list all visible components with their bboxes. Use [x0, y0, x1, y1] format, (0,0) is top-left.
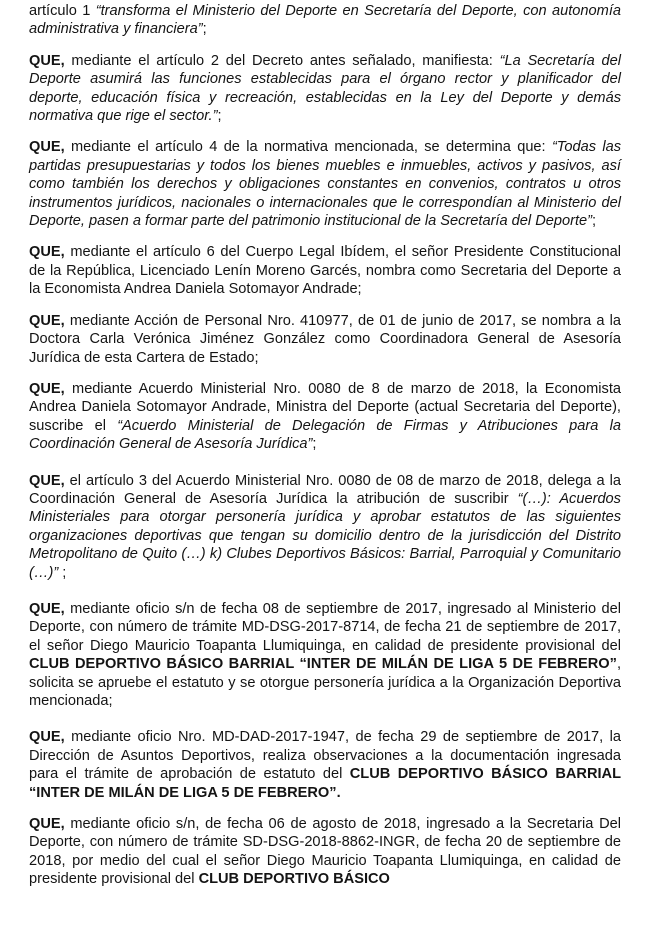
body-text: ;: [202, 21, 207, 38]
body-text: el artículo 3 del Acuerdo Ministerial Nro. 0080 de 08 de marzo de 2018, delega a la Coordinación General de Asesoría Jurídica la atribución de suscribir: [29, 472, 621, 507]
bold-text: QUE,: [29, 600, 65, 617]
body-text: mediante el artículo 4 de la normativa mencionada, se determina que:: [64, 139, 552, 156]
quoted-text: “transforma el Ministerio del Deporte en Secretaría del Deporte, con autonomía administrativa y financiera”: [29, 3, 621, 38]
paragraph-articulo-6: [29, 243, 621, 298]
body-text: mediante oficio Nro. MD-DAD-2017-1947, de fecha 29 de septiembre de 2017, la Dirección de Asuntos Deportivos, realiza observaciones a la documentación ingresada para el trámite de aprobación de estatuto del: [29, 729, 621, 783]
bold-text: QUE,: [29, 244, 65, 261]
quoted-text: “Acuerdo Ministerial de Delegación de Firmas y Atribuciones para la Coordinación General de Asesoría Jurídica”: [29, 417, 621, 453]
body-text: ;: [591, 213, 597, 230]
body-text: mediante Acción de Personal Nro. 410977, de 01 de junio de 2017, se nombra a la Doctora Carla Verónica Jiménez González como Coordinadora General de Asesoría Jurídica de esta Cartera de Estado;: [29, 312, 621, 366]
quoted-text: “(…): Acuerdos Ministeriales para otorgar personería jurídica y aprobar estatutos de las siguientes organizaciones deportivas que tengan su domicilio dentro de la jurisdicción del Distrito Metropolitano de Quito (…) k) Clubes Deportivos Básicos: Barrial, Parroquial y Comunitario (…)”: [29, 490, 621, 581]
body-text: artículo 1: [29, 3, 96, 19]
body-text: mediante oficio s/n de fecha 08 de septiembre de 2017, ingresado al Ministerio del Deporte, con número de trámite MD-DSG-2017-8714, de fecha 21 de septiembre de 2017, el señor Diego Mauricio Toapanta Llumiquinga, en calidad de presidente provisional del: [29, 600, 621, 654]
bold-text: CLUB DEPORTIVO BÁSICO BARRIAL “INTER DE MILÁN DE LIGA 5 DE FEBRERO”.: [29, 766, 621, 801]
bold-text: QUE,: [29, 52, 65, 69]
paragraph-articulo-4: [29, 138, 621, 230]
body-text: mediante el artículo 6 del Cuerpo Legal Ibídem, el señor Presidente Constitucional de la República, Licenciado Lenín Moreno Garcés, nombra como Secretaria del Deporte a la Economista Andrea Daniela Sotomayor Andrade;: [29, 244, 621, 298]
bold-text: CLUB DEPORTIVO BÁSICO BARRIAL “INTER DE MILÁN DE LIGA 5 DE FEBRERO”: [29, 656, 617, 673]
quoted-text: “La Secretaría del Deporte asumirá las funciones establecidas para el órgano rector y planificador del deporte, educación física y recreación, establecidas en la Ley del Deporte y demás normativa que rige el sector.”: [29, 52, 621, 125]
bold-text: QUE,: [29, 139, 65, 156]
paragraph-articulo-1: [29, 2, 621, 39]
body-text: ;: [217, 108, 222, 125]
body-text: ;: [58, 564, 67, 581]
paragraph-articulo-2: [29, 52, 621, 126]
paragraph-accion-personal: [29, 312, 621, 367]
paragraph-oficio-observaciones: [29, 728, 621, 802]
bold-text: QUE,: [29, 380, 65, 397]
body-text: mediante Acuerdo Ministerial Nro. 0080 de 8 de marzo de 2018, la Economista Andrea Daniela Sotomayor Andrade, Ministra del Deporte (actual Secretaria del Deporte), suscribe el: [29, 380, 621, 434]
paragraph-acuerdo-0080: [29, 380, 621, 454]
quoted-text: “Todas las partidas presupuestarias y todos los bienes muebles e inmuebles, activos y pasivos, así como también los derechos y obligaciones constantes en convenios, contratos u otros instrumentos jurídicos, nacionales o internacionales que le correspondían al Ministerio del Deporte, pasen a formar parte del patrimonio institucional de la Secretaría del Deporte”: [29, 139, 622, 230]
bold-text: CLUB DEPORTIVO BÁSICO: [198, 871, 390, 888]
paragraph-articulo-3-acuerdo: [29, 472, 621, 582]
body-text: mediante oficio s/n, de fecha 06 de agosto de 2018, ingresado a la Secretaria Del Deporte, con número de trámite SD-DSG-2018-8862-INGR, de fecha 20 de septiembre de 2018, por medio del cual el señor Diego Mauricio Toapanta Llumiquinga, en calidad de presidente provisional del: [29, 816, 621, 888]
paragraph-oficio-2018: [29, 815, 621, 889]
body-text: mediante el artículo 2 del Decreto antes señalado, manifiesta:: [64, 52, 500, 69]
bold-text: QUE,: [29, 472, 65, 489]
paragraph-oficio-solicitud: [29, 600, 621, 710]
body-text: ;: [312, 436, 317, 453]
bold-text: QUE,: [29, 816, 65, 833]
bold-text: QUE,: [29, 312, 65, 329]
body-text: , solicita se apruebe el estatuto y se otorgue personería jurídica a la Organización Deportiva mencionada;: [29, 656, 621, 709]
bold-text: QUE,: [29, 729, 65, 746]
